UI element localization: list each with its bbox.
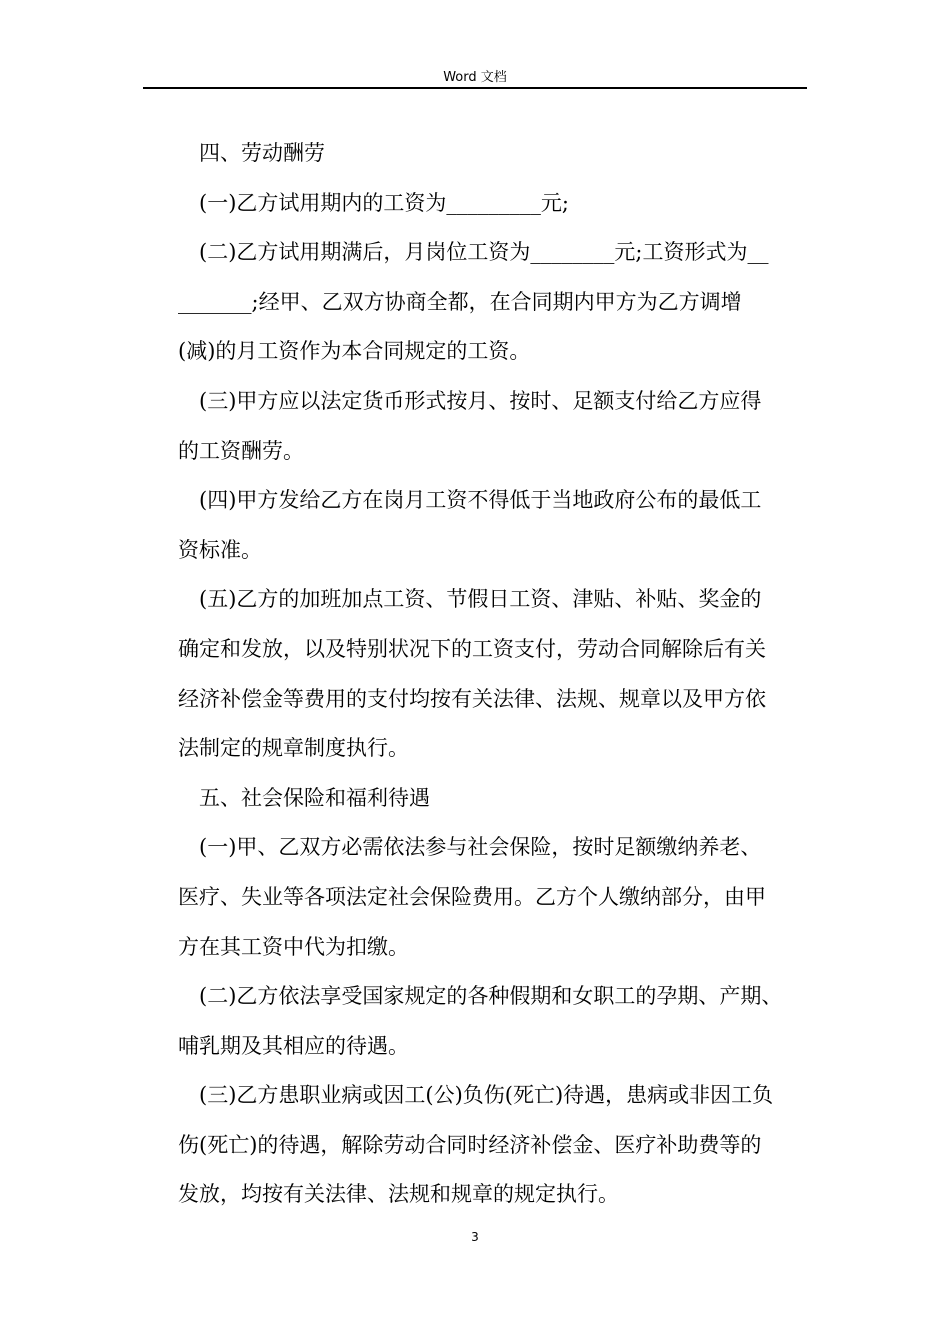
text-line: _______;经甲、乙双方协商全都，在合同期内甲方为乙方调增: [178, 289, 742, 314]
text-line: (一)甲、乙双方必需依法参与社会保险，按时足额缴纳养老、: [199, 835, 762, 860]
text-line: 经济补偿金等费用的支付均按有关法律、法规、规章以及甲方依: [178, 686, 766, 711]
text-line: 发放，均按有关法律、法规和规章的规定执行。: [178, 1182, 619, 1207]
section-heading: 五、社会保险和福利待遇: [199, 785, 430, 810]
page-number: 3: [471, 1230, 479, 1244]
text-line: 确定和发放，以及特别状况下的工资支付，劳动合同解除后有关: [178, 636, 766, 661]
text-line: (四)甲方发给乙方在岗月工资不得低于当地政府公布的最低工: [199, 488, 762, 513]
text-line: (二)乙方试用期满后，月岗位工资为________元;工资形式为__: [199, 240, 769, 265]
text-line: 法制定的规章制度执行。: [178, 736, 409, 761]
section-heading: 四、劳动酬劳: [199, 141, 325, 165]
text-line: (减)的月工资作为本合同规定的工资。: [178, 339, 531, 364]
text-line: (一)乙方试用期内的工资为_________元;: [199, 190, 569, 215]
text-line: (三)乙方患职业病或因工(公)负伤(死亡)待遇，患病或非因工负: [199, 1083, 774, 1108]
text-line: 资标准。: [178, 537, 262, 562]
text-line: 医疗、失业等各项法定社会保险费用。乙方个人缴纳部分，由甲: [178, 884, 766, 909]
text-line: (五)乙方的加班加点工资、节假日工资、津贴、补贴、奖金的: [199, 587, 762, 612]
text-line: 方在其工资中代为扣缴。: [178, 934, 409, 959]
text-line: (三)甲方应以法定货币形式按月、按时、足额支付给乙方应得: [199, 388, 762, 413]
page-header: Word 文档: [443, 70, 507, 85]
text-line: 的工资酬劳。: [178, 438, 304, 463]
text-line: 哺乳期及其相应的待遇。: [178, 1033, 409, 1058]
text-line: (二)乙方依法享受国家规定的各种假期和女职工的孕期、产期、: [199, 984, 783, 1009]
text-line: 伤(死亡)的待遇，解除劳动合同时经济补偿金、医疗补助费等的: [178, 1132, 762, 1157]
document-body: [178, 129, 802, 1220]
header-divider: [143, 87, 807, 89]
